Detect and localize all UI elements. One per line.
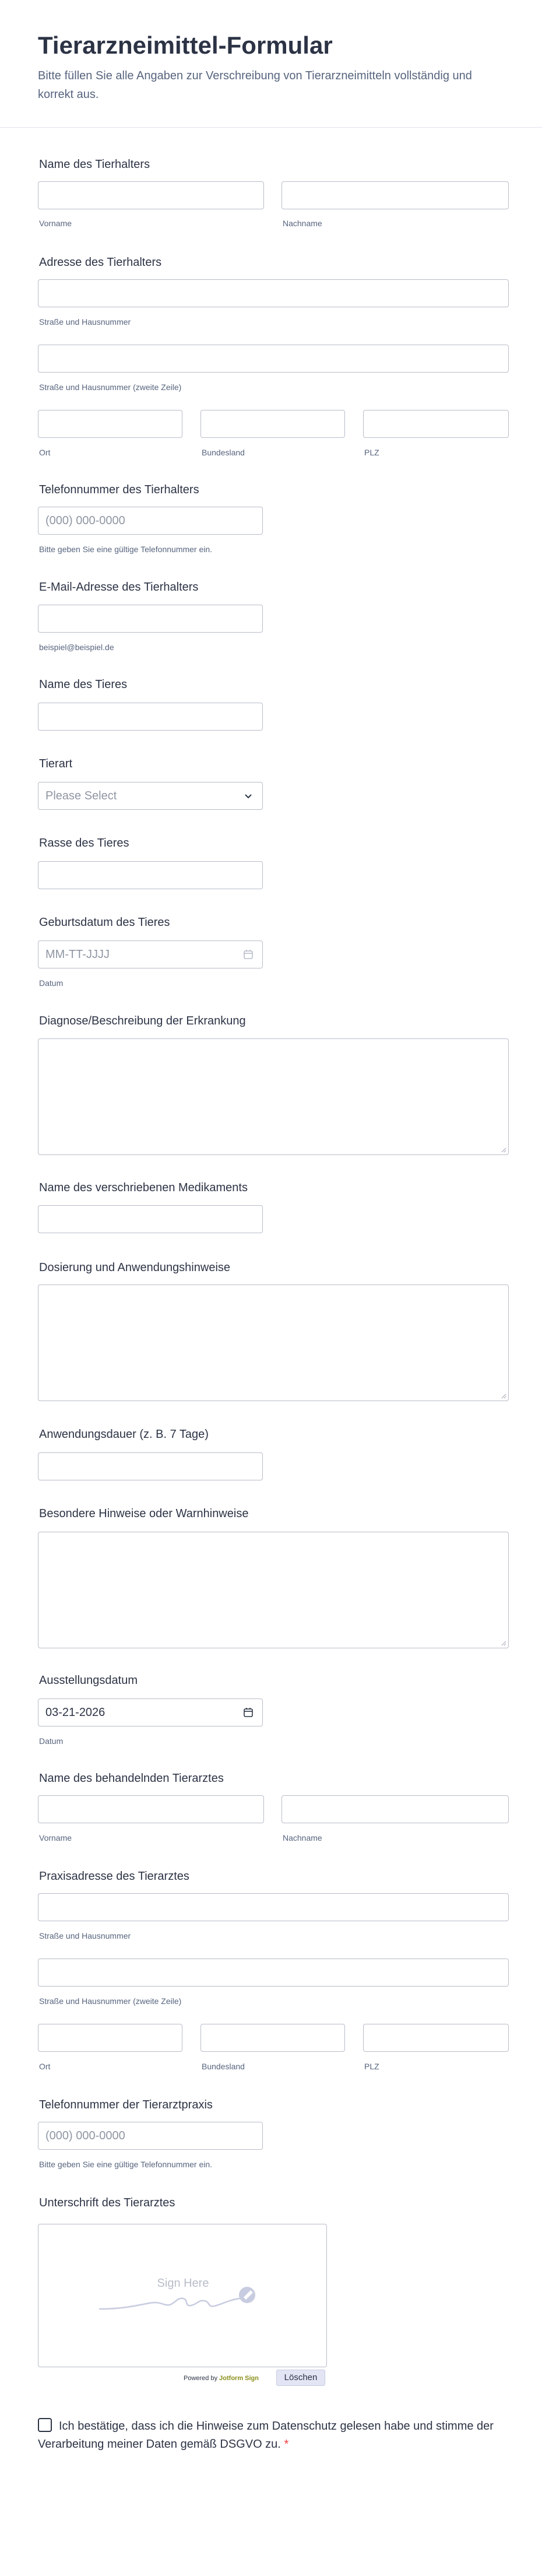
breed-label: Rasse des Tieres: [39, 837, 129, 850]
owner-state-input[interactable]: [200, 410, 345, 438]
owner-first-name-input[interactable]: [38, 181, 264, 209]
vet-zip-sublabel: PLZ: [364, 2062, 379, 2071]
owner-zip-sublabel: PLZ: [364, 448, 379, 457]
owner-last-name-input[interactable]: [281, 181, 509, 209]
vet-name-label: Name des behandelnden Tierarztes: [39, 1772, 224, 1785]
consent-label: [38, 2417, 498, 2454]
vet-zip-input[interactable]: [363, 2024, 509, 2052]
form-header: [38, 30, 510, 104]
diagnosis-textarea[interactable]: [38, 1038, 509, 1155]
powered-by-brand: Jotform Sign: [219, 2375, 259, 2382]
medication-input[interactable]: [38, 1205, 263, 1233]
owner-phone-input[interactable]: (000) 000-0000: [38, 507, 263, 535]
vet-street2-input[interactable]: [38, 1959, 509, 1987]
dosage-label: Dosierung und Anwendungshinweise: [39, 1261, 231, 1274]
birthdate-input[interactable]: [38, 940, 263, 968]
chevron-down-icon: [242, 790, 254, 802]
vet-city-input[interactable]: [38, 2024, 182, 2052]
owner-last-name-sublabel: Nachname: [283, 219, 322, 228]
owner-street2-input[interactable]: [38, 345, 509, 373]
vet-phone-input[interactable]: (000) 000-0000: [38, 2122, 263, 2150]
vet-address-label: Praxisadresse des Tierarztes: [39, 1870, 189, 1883]
resize-handle-icon[interactable]: [501, 1640, 506, 1646]
signature-placeholder: Sign Here: [157, 2277, 209, 2290]
issue-date-input[interactable]: [38, 1698, 263, 1726]
resize-handle-icon[interactable]: [501, 1147, 506, 1153]
owner-address-label: Adresse des Tierhalters: [39, 256, 162, 269]
issue-date-sublabel: Datum: [39, 1736, 64, 1746]
vet-city-sublabel: Ort: [39, 2062, 51, 2071]
owner-street-input[interactable]: [38, 279, 509, 307]
vet-first-name-sublabel: Vorname: [39, 1833, 72, 1842]
warnings-textarea[interactable]: [38, 1532, 509, 1648]
required-mark: *: [284, 2438, 289, 2451]
owner-first-name-sublabel: Vorname: [39, 219, 72, 228]
animal-type-select[interactable]: [38, 782, 263, 810]
medication-label: Name des verschriebenen Medikaments: [39, 1181, 248, 1194]
resize-handle-icon[interactable]: [501, 1393, 506, 1399]
vet-last-name-sublabel: Nachname: [283, 1833, 322, 1842]
consent-text: Ich bestätige, dass ich die Hinweise zum Datenschutz gelesen habe und stimme der Verarbeitung meiner Daten gemäß DSGVO zu.: [38, 2420, 494, 2451]
owner-state-sublabel: Bundesland: [202, 448, 245, 457]
owner-email-sublabel: beispiel@beispiel.de: [39, 643, 114, 652]
signature-pad[interactable]: [38, 2224, 327, 2367]
breed-input[interactable]: [38, 861, 263, 889]
vet-street2-sublabel: Straße und Hausnummer (zweite Zeile): [39, 1996, 182, 2006]
animal-name-input[interactable]: [38, 703, 263, 731]
issue-date-label: Ausstellungsdatum: [39, 1674, 138, 1687]
duration-input[interactable]: [38, 1452, 263, 1480]
signature-label: Unterschrift des Tierarztes: [39, 2196, 175, 2209]
vet-street-input[interactable]: [38, 1893, 509, 1921]
warnings-label: Besondere Hinweise oder Warnhinweise: [39, 1507, 249, 1520]
form-title: Tierarzneimittel-Formular: [38, 31, 333, 59]
vet-street-sublabel: Straße und Hausnummer: [39, 1931, 131, 1940]
vet-first-name-input[interactable]: [38, 1795, 264, 1823]
birthdate-label: Geburtsdatum des Tieres: [39, 916, 170, 929]
owner-phone-label: Telefonnummer des Tierhalters: [39, 483, 199, 496]
diagnosis-label: Diagnose/Beschreibung der Erkrankung: [39, 1015, 246, 1027]
owner-zip-input[interactable]: [363, 410, 509, 438]
birthdate-sublabel: Datum: [39, 978, 64, 988]
vet-state-input[interactable]: [200, 2024, 345, 2052]
form-subtitle: Bitte füllen Sie alle Angaben zur Verschreibung von Tierarzneimitteln vollständig und korrekt aus.: [38, 69, 472, 101]
dosage-textarea[interactable]: [38, 1285, 509, 1401]
header-divider: [0, 127, 542, 128]
powered-by: [184, 2375, 259, 2382]
owner-city-input[interactable]: [38, 410, 182, 438]
owner-name-label: Name des Tierhalters: [39, 158, 150, 171]
vet-state-sublabel: Bundesland: [202, 2062, 245, 2071]
owner-phone-sublabel: Bitte geben Sie eine gültige Telefonnummer ein.: [39, 545, 213, 554]
animal-type-placeholder: Please Select: [45, 789, 117, 802]
vet-phone-label: Telefonnummer der Tierarztpraxis: [39, 2098, 213, 2111]
owner-email-label: E-Mail-Adresse des Tierhalters: [39, 581, 199, 594]
duration-label: Anwendungsdauer (z. B. 7 Tage): [39, 1428, 209, 1441]
clear-signature-button[interactable]: Löschen: [276, 2370, 325, 2386]
owner-city-sublabel: Ort: [39, 448, 51, 457]
calendar-icon[interactable]: [242, 1707, 254, 1718]
calendar-icon[interactable]: [242, 949, 254, 960]
vet-last-name-input[interactable]: [281, 1795, 509, 1823]
owner-email-input[interactable]: [38, 605, 263, 633]
powered-by-prefix: Powered by: [184, 2375, 218, 2382]
animal-name-label: Name des Tieres: [39, 678, 128, 691]
issue-date-value: 03-21-2026: [45, 1706, 105, 1719]
animal-type-label: Tierart: [39, 757, 73, 770]
signature-scribble-icon: [97, 2274, 266, 2318]
owner-street2-sublabel: Straße und Hausnummer (zweite Zeile): [39, 382, 182, 392]
owner-street-sublabel: Straße und Hausnummer: [39, 317, 131, 327]
vet-phone-sublabel: Bitte geben Sie eine gültige Telefonnummer ein.: [39, 2160, 213, 2169]
birthdate-placeholder: MM-TT-JJJJ: [45, 948, 110, 961]
